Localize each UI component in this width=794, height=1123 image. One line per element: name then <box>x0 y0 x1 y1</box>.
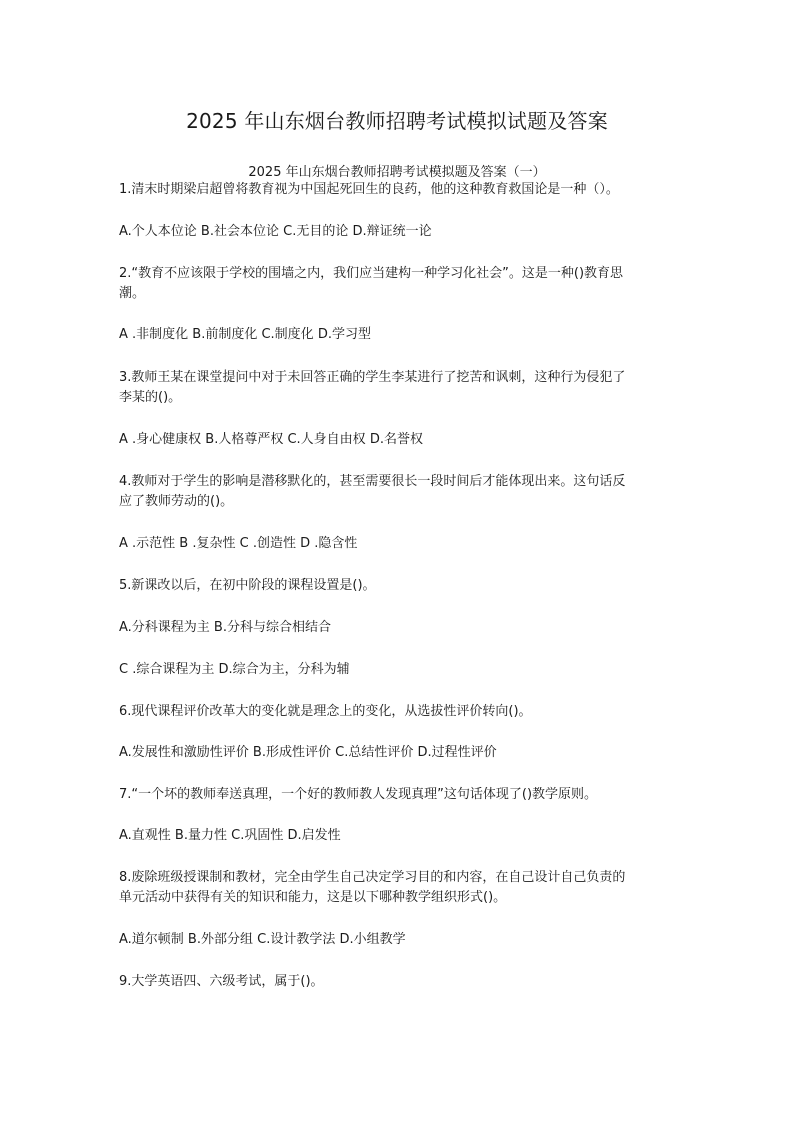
question-3-options: A .身心健康权 B.人格尊严权 C.人身自由权 D.名誉权 <box>119 432 423 447</box>
question-7-options: A.直观性 B.量力性 C.巩固性 D.启发性 <box>119 828 341 843</box>
question-1-line-1: 1.清末时期梁启超曾将教育视为中国起死回生的良药，他的这种教育救国论是一种（）。 <box>119 182 619 197</box>
question-6-options: A.发展性和激励性评价 B.形成性评价 C.总结性评价 D.过程性评价 <box>119 745 497 760</box>
question-2-line-2: 潮。 <box>119 286 146 301</box>
question-5-line-1: 5.新课改以后，在初中阶段的课程设置是()。 <box>119 578 376 593</box>
question-5-options-1: A.分科课程为主 B.分科与综合相结合 <box>119 620 331 635</box>
question-2-options: A .非制度化 B.前制度化 C.制度化 D.学习型 <box>119 327 371 342</box>
question-8-line-1: 8.废除班级授课制和教材，完全由学生自己决定学习目的和内容，在自己设计自己负责的 <box>119 870 626 885</box>
question-2-line-1: 2.“教育不应该限于学校的围墙之内，我们应当建构一种学习化社会”。这是一种()教育思 <box>119 266 624 281</box>
document-subtitle: 2025 年山东烟台教师招聘考试模拟题及答案（一） <box>248 165 546 180</box>
question-4-options: A .示范性 B .复杂性 C .创造性 D .隐含性 <box>119 536 358 551</box>
question-9-line-1: 9.大学英语四、六级考试，属于()。 <box>119 974 324 989</box>
question-8-line-2: 单元活动中获得有关的知识和能力，这是以下哪种教学组织形式()。 <box>119 890 507 905</box>
document-title: 2025 年山东烟台教师招聘考试模拟试题及答案 <box>186 109 608 133</box>
question-6-line-1: 6.现代课程评价改革大的变化就是理念上的变化，从选拔性评价转向()。 <box>119 704 532 719</box>
question-7-line-1: 7.“一个坏的教师奉送真理，一个好的教师教人发现真理”这句话体现了()教学原则。 <box>119 787 598 802</box>
question-4-line-1: 4.教师对于学生的影响是潜移默化的，甚至需要很长一段时间后才能体现出来。这句话反 <box>119 474 626 489</box>
question-1-options: A.个人本位论 B.社会本位论 C.无目的论 D.辩证统一论 <box>119 224 432 239</box>
question-3-line-2: 李某的()。 <box>119 390 182 405</box>
question-4-line-2: 应了教师劳动的()。 <box>119 494 234 509</box>
question-8-options: A.道尔顿制 B.外部分组 C.设计教学法 D.小组教学 <box>119 932 406 947</box>
question-3-line-1: 3.教师王某在课堂提问中对于未回答正确的学生李某进行了挖苦和讽刺，这种行为侵犯了 <box>119 370 626 385</box>
question-5-options-2: C .综合课程为主 D.综合为主，分科为辅 <box>119 662 350 677</box>
